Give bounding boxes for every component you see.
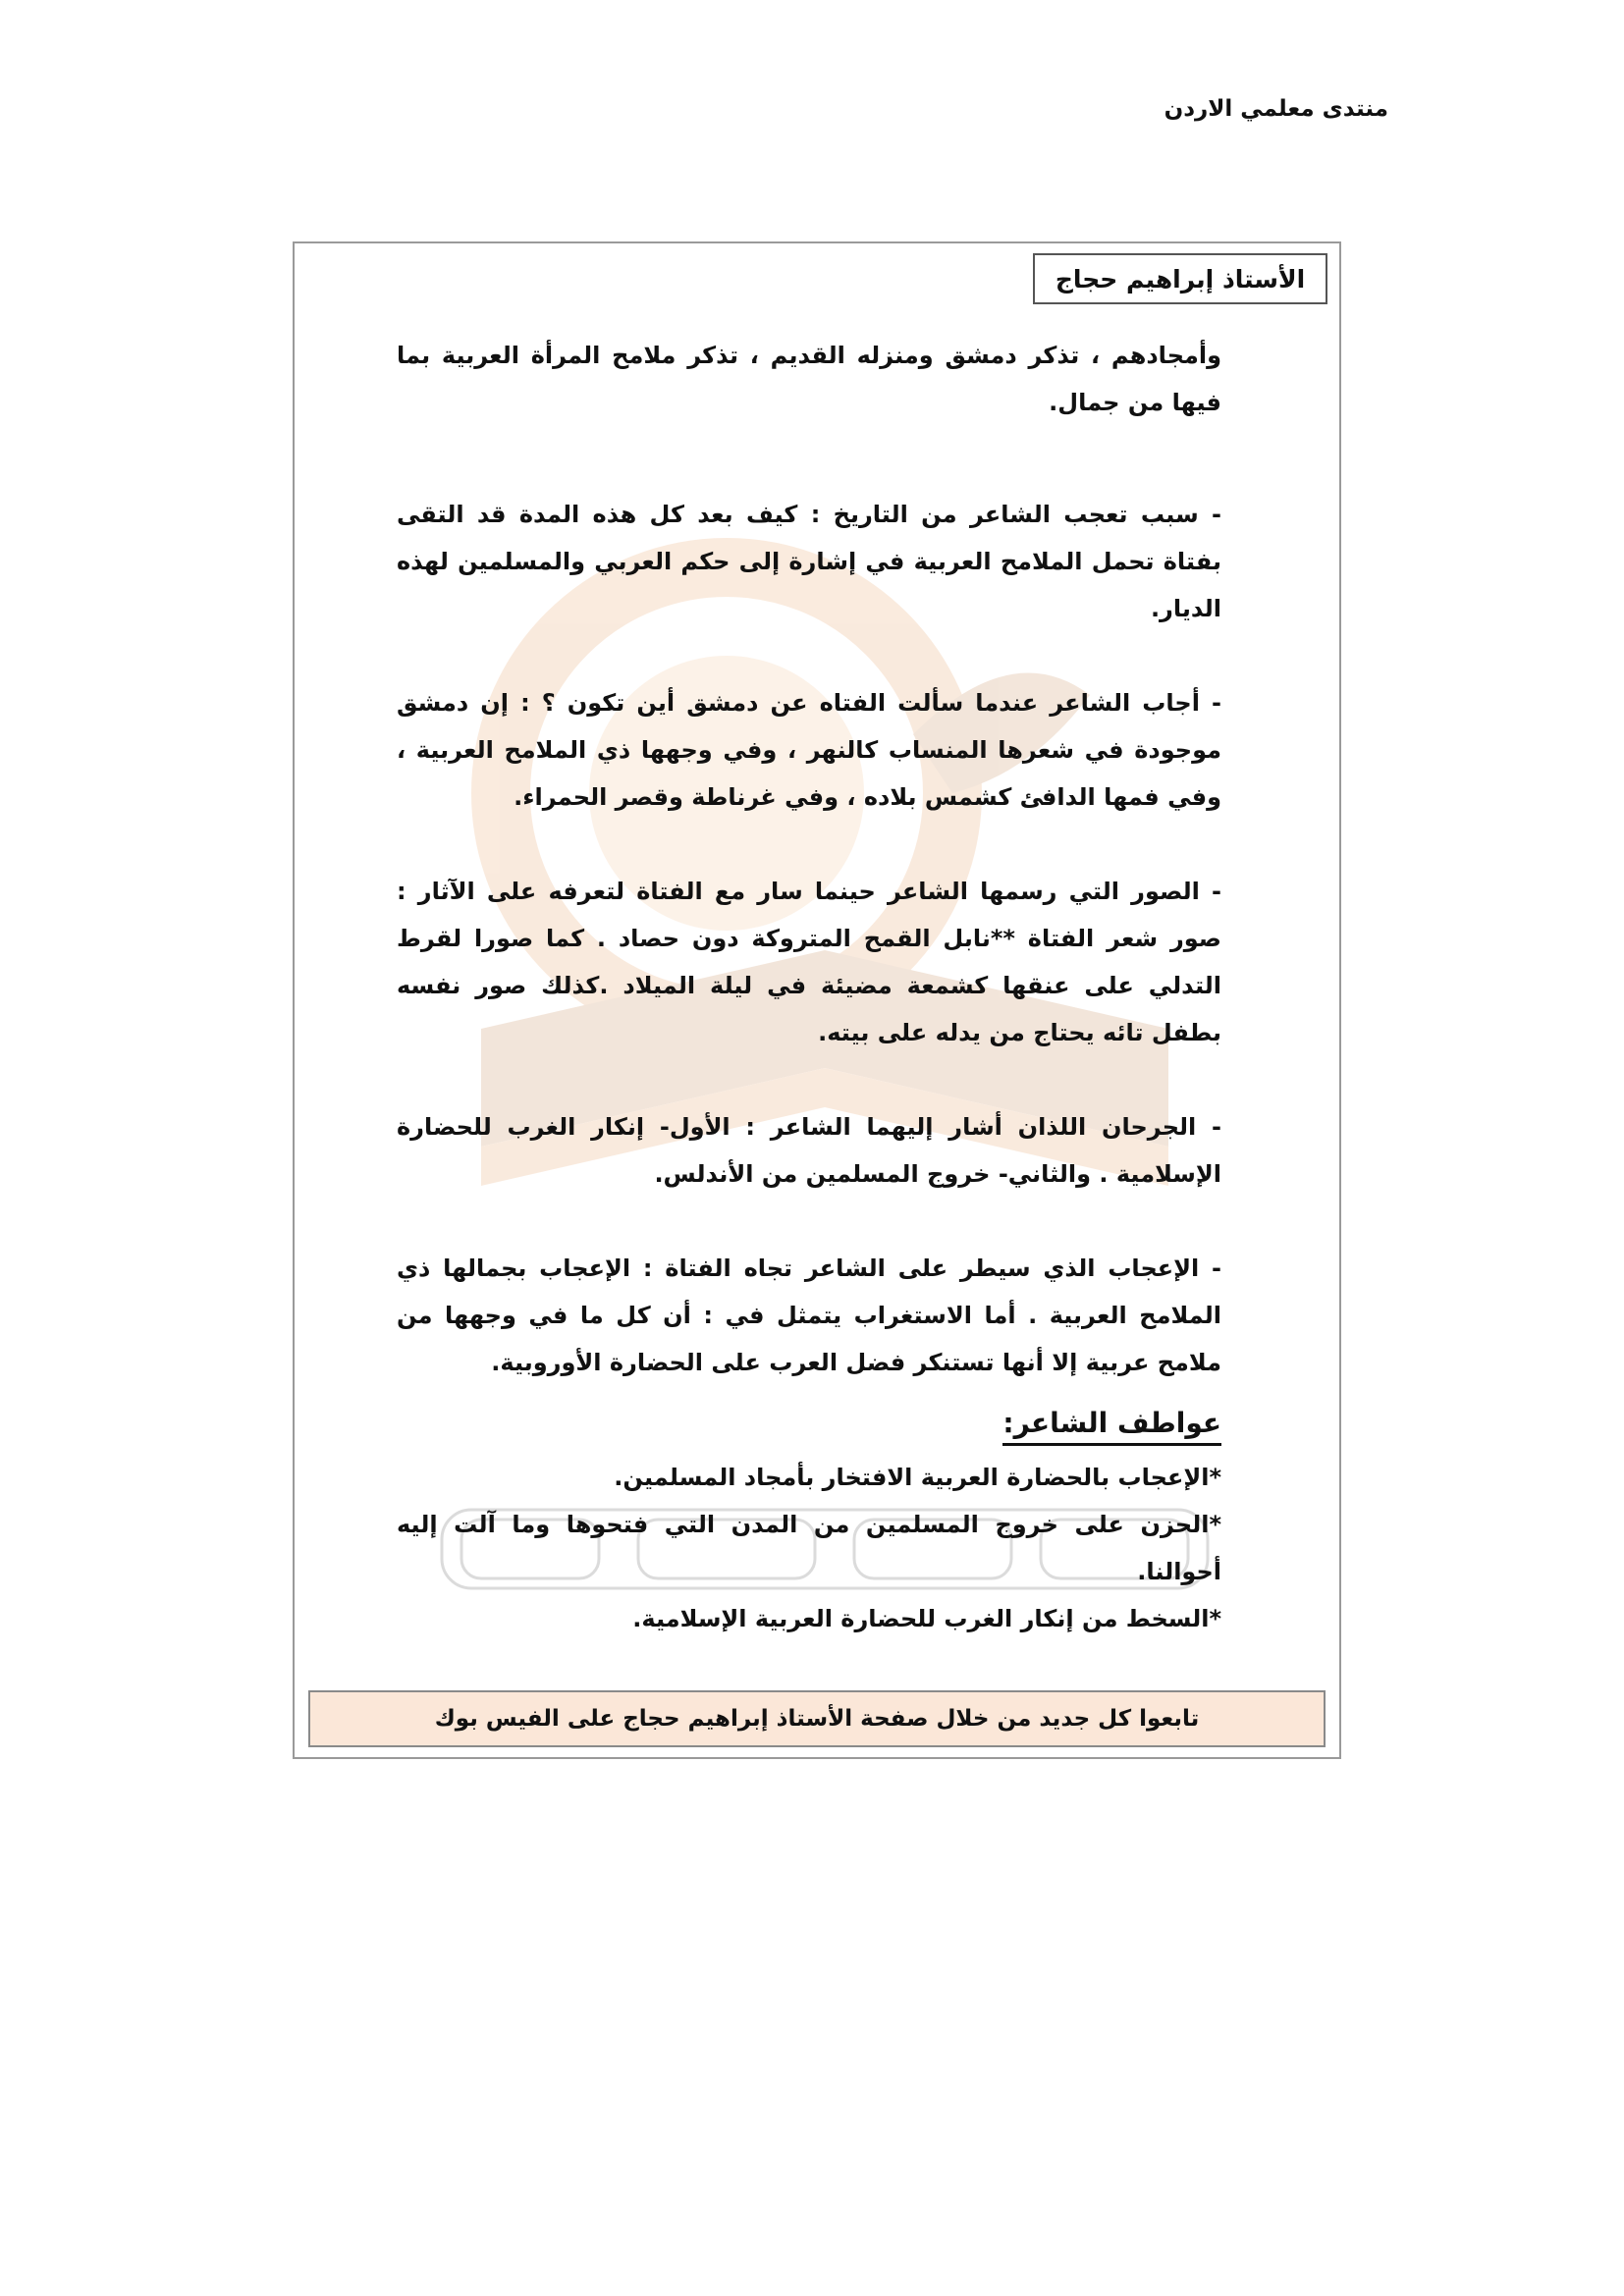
paragraph: - سبب تعجب الشاعر من التاريخ : كيف بعد كل هذه المدة قد التقى بفتاة تحمل الملامح العربية في إشارة إلى حكم العربي والمسلمين لهذه الديار. bbox=[397, 501, 1221, 622]
paragraph: - الجرحان اللذان أشار إليهما الشاعر : الأول- إنكار الغرب للحضارة الإسلامية . والثاني- خروج المسلمين من الأندلس. bbox=[397, 1113, 1221, 1188]
list-item: *الإعجاب بالحضارة العربية الافتخار بأمجاد المسلمين. bbox=[614, 1464, 1221, 1491]
footer-banner: تابعوا كل جديد من خلال صفحة الأستاذ إبراهيم حجاج على الفيس بوك bbox=[308, 1690, 1326, 1747]
document-frame bbox=[293, 241, 1341, 1759]
paragraph: - أجاب الشاعر عندما سألت الفتاه عن دمشق أين تكون ؟ : إن دمشق موجودة في شعرها المنساب كالنهر ، وفي وجهها ذي الملامح العربية ، وفي فمها الدافئ كشمس بلاده ، وفي غرناطة وقصر الحمراء. bbox=[397, 689, 1221, 811]
list-item: *الحزن على خروج المسلمين من المدن التي فتحوها وما آلت إليه أحوالنا. bbox=[397, 1511, 1221, 1585]
paragraph: - الإعجاب الذي سيطر على الشاعر تجاه الفتاة : الإعجاب بجمالها ذي الملامح العربية . أما الاستغراب يتمثل في : أن كل ما في وجهها من ملامح عربية إلا أنها تستنكر فضل العرب على الحضارة الأوروبية. bbox=[397, 1255, 1221, 1376]
feelings-heading: عواطف الشاعر: bbox=[1002, 1404, 1221, 1446]
site-header: منتدى معلمي الاردن bbox=[1164, 96, 1388, 122]
feelings-list bbox=[397, 1454, 1221, 1642]
author-name-box: الأستاذ إبراهيم حجاج bbox=[1033, 253, 1327, 304]
paragraph: - الصور التي رسمها الشاعر حينما سار مع الفتاة لتعرفه على الآثار : صور شعر الفتاة **نابل القمح المتروكة دون حصاد . كما صورا لقرط التدلي على عنقها كشمعة مضيئة في ليلة الميلاد .كذلك صور نفسه بطفل تائه يحتاج من يدله على بيته. bbox=[397, 878, 1221, 1046]
paragraph: وأمجادهم ، تذكر دمشق ومنزله القديم ، تذكر ملامح المرأة العربية بما فيها من جمال. bbox=[397, 342, 1221, 416]
document-content bbox=[397, 332, 1221, 1642]
list-item: *السخط من إنكار الغرب للحضارة العربية الإسلامية. bbox=[632, 1605, 1221, 1632]
